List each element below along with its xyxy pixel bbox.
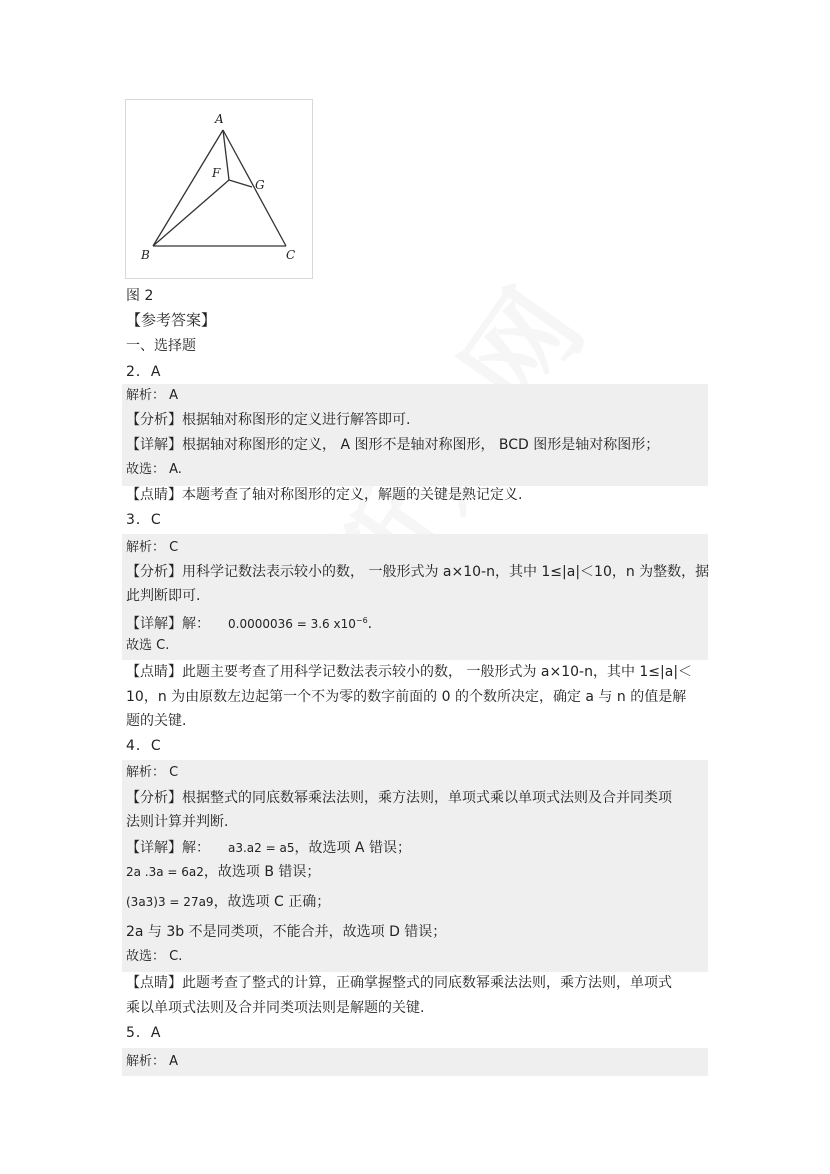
q5-jiexi: 解析： A <box>126 1054 179 1069</box>
q3-guxuan: 故选 C. <box>126 638 170 653</box>
point-label-f: F <box>212 166 221 180</box>
question-4-answer: 4．C <box>126 738 162 754</box>
q3-xiangjie-prefix: 【详解】解： <box>126 616 210 632</box>
q4-jiexi: 解析： C <box>126 765 179 780</box>
q3-xiangjie <box>126 611 372 634</box>
q3-formula-exponent: −6 <box>355 616 368 625</box>
question-3-answer: 3．C <box>126 512 162 528</box>
q4-fenxi-line2: 法则计算并判断. <box>126 814 229 830</box>
question-5-answer: 5．A <box>126 1025 162 1041</box>
q2-xiangjie: 【详解】根据轴对称图形的定义， A 图形不是轴对称图形， BCD 图形是轴对称图形； <box>126 437 660 453</box>
q3-fenxi-line2: 此判断即可. <box>126 588 201 604</box>
point-label-g: G <box>255 178 265 192</box>
q2-fenxi: 【分析】根据轴对称图形的定义进行解答即可. <box>126 412 411 428</box>
point-label-c: C <box>286 248 296 262</box>
q4-xiangjie-prefix: 【详解】解： <box>126 840 210 856</box>
q4-item-b-text: ，故选项 B 错误； <box>203 864 321 880</box>
q4-fenxi-line1: 【分析】根据整式的同底数幂乘法法则，乘方法则，单项式乘以单项式法则及合并同类项 <box>126 790 672 806</box>
q3-dianjing-line1: 【点睛】此题主要考查了用科学记数法表示较小的数， 一般形式为 a×10-n，其中 1≤|a|＜ <box>126 664 693 680</box>
q2-guxuan: 故选： A. <box>126 462 182 477</box>
question-3-shaded-block <box>122 534 708 660</box>
q4-dianjing-line1: 【点睛】此题考查了整式的计算，正确掌握整式的同底数幂乘法法则，乘方法则，单项式 <box>126 975 672 991</box>
triangle-figure <box>125 99 313 279</box>
answers-header: 【参考答案】 <box>126 311 217 329</box>
q4-formula-b: 2a .3a = 6a2 <box>126 865 204 879</box>
q4-formula-c: (3a3)3 = 27a9 <box>126 895 214 909</box>
question-2-answer: 2．A <box>126 364 162 380</box>
question-5-shaded-block <box>122 1048 708 1076</box>
q4-xiangjie-d: 2a 与 3b 不是同类项，不能合并，故选项 D 错误； <box>126 924 447 940</box>
q4-xiangjie-a <box>126 838 411 858</box>
section-title: 一、选择题 <box>126 338 196 354</box>
figure-caption: 图 2 <box>126 288 154 304</box>
point-label-a: A <box>215 112 224 126</box>
q2-dianjing: 【点睛】本题考查了轴对称图形的定义，解题的关键是熟记定义. <box>126 487 523 503</box>
q3-formula-end: . <box>367 616 373 632</box>
q3-jiexi: 解析： C <box>126 540 179 555</box>
q2-jiexi: 解析： A <box>126 388 179 403</box>
q4-xiangjie-c <box>126 892 330 912</box>
q3-fenxi-line1: 【分析】用科学记数法表示较小的数， 一般形式为 a×10-n，其中 1≤|a|＜10，n 为整数，据 <box>126 564 710 580</box>
q4-formula-a: a3.a2 = a5 <box>228 841 295 855</box>
q3-formula: 0.0000036 = 3.6 x10 <box>228 617 356 631</box>
q4-item-c-text: ，故选项 C 正确； <box>213 894 331 910</box>
q3-dianjing-line2: 10，n 为由原数左边起第一个不为零的数字前面的 0 的个数所决定，确定 a 与 n 的值是解 <box>126 689 687 705</box>
point-label-b: B <box>141 248 150 262</box>
q4-xiangjie-b <box>126 862 320 882</box>
q4-guxuan: 故选： C. <box>126 949 183 964</box>
q4-dianjing-line2: 乘以单项式法则及合并同类项法则是解题的关键. <box>126 1000 425 1016</box>
q4-item-a-text: ，故选项 A 错误； <box>294 840 411 856</box>
triangle-diagram <box>126 100 312 278</box>
q3-dianjing-line3: 题的关键. <box>126 713 187 729</box>
